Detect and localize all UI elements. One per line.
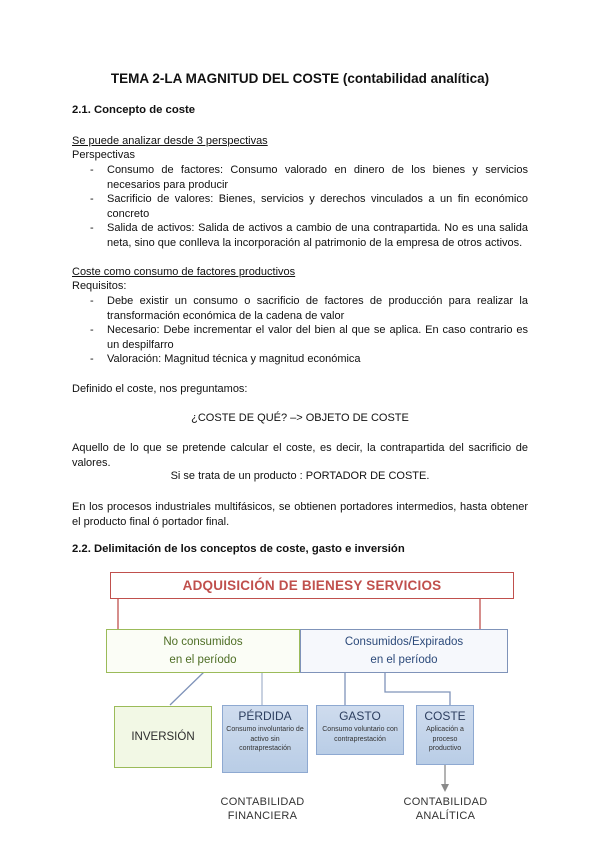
perspectives-label: Perspectivas — [72, 149, 135, 161]
diagram-coste-box: COSTE Aplicación a proceso productivo — [416, 705, 474, 765]
diagram-label-analitica: CONTABILIDAD ANALÍTICA — [403, 796, 488, 822]
diagram-perdida-box: PÉRDIDA Consumo involuntario de activo sin contraprestación — [222, 705, 308, 773]
page-title: TEMA 2-LA MAGNITUD DEL COSTE (contabilidad analítica) — [110, 71, 490, 86]
diagram-consumed-box: Consumidos/Expirados en el período — [300, 629, 508, 673]
perspectives-subtitle: Se puede analizar desde 3 perspectivas — [72, 135, 268, 147]
section-heading-2-1: 2.1. Concepto de coste — [72, 104, 196, 116]
paragraph-aquello: Aquello de lo que se pretende calcular el coste, es decir, la contrapartida del sacrificio de valores. — [72, 442, 528, 469]
diagram-acquisition-box: ADQUISICIÓN DE BIENESY SERVICIOS — [110, 572, 514, 599]
list-item: - Valoración: Magnitud técnica y magnitud económica — [90, 353, 361, 365]
list-item: - Necesario: Debe incrementar el valor del bien al que se aplica. En caso contrario es un despilfarro — [90, 324, 528, 351]
requirements-label: Requisitos: — [72, 280, 127, 292]
list-item: - Salida de activos: Salida de activos a cambio de una contrapartida. No es una salida neta, sino que conlleva la incorporación al patrimonio de la empresa de otros activos. — [90, 222, 528, 249]
question-line: ¿COSTE DE QUÉ? –> OBJETO DE COSTE — [191, 412, 409, 424]
section-heading-2-2: 2.2. Delimitación de los conceptos de coste, gasto e inversión — [72, 543, 405, 555]
paragraph-definido: Definido el coste, nos preguntamos: — [72, 383, 248, 395]
factors-subtitle: Coste como consumo de factores productivos — [72, 266, 296, 278]
list-item: - Sacrificio de valores: Bienes, servicios y derechos vinculados a un fin económico concreto — [90, 193, 528, 220]
diagram-label-financiera: CONTABILIDAD FINANCIERA — [220, 796, 305, 822]
diagram-not-consumed-box: No consumidos en el período — [106, 629, 300, 673]
list-item: - Consumo de factores: Consumo valorado en dinero de los bienes y servicios necesarios para producir — [90, 164, 528, 191]
diagram-inversion-box: INVERSIÓN — [114, 706, 212, 768]
list-item: - Debe existir un consumo o sacrificio de factores de producción para realizar la transformación económica de la cadena de valor — [90, 295, 528, 322]
portador-line: Si se trata de un producto : PORTADOR DE COSTE. — [170, 470, 430, 482]
paragraph-procesos: En los procesos industriales multifásicos, se obtienen portadores intermedios, hasta obtener el producto final ó portador final. — [72, 501, 528, 528]
diagram-gasto-box: GASTO Consumo voluntario con contraprestación — [316, 705, 404, 755]
